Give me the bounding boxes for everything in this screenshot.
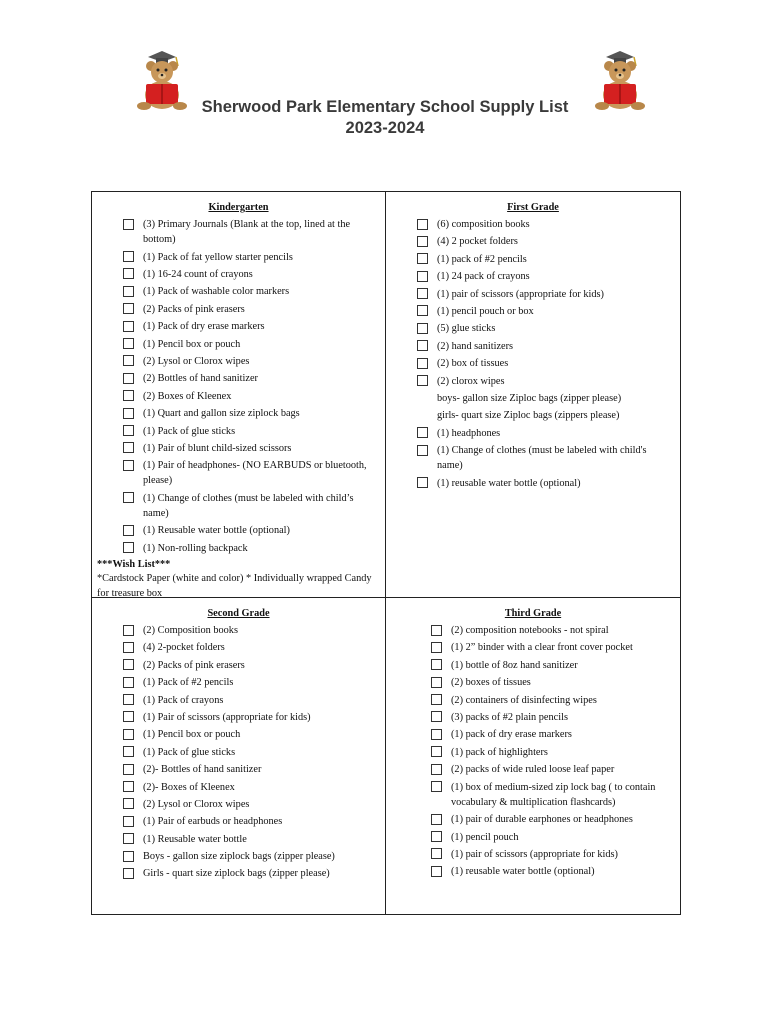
item-text: (2) Packs of pink erasers	[143, 659, 245, 671]
list-item	[417, 216, 672, 233]
item-text: (1) reusable water bottle (optional)	[437, 477, 581, 489]
item-text: (1) Pack of crayons	[143, 694, 224, 706]
checkbox[interactable]	[417, 445, 428, 456]
list-item	[417, 268, 672, 285]
item-text: (1) Reusable water bottle (optional)	[143, 525, 290, 537]
item-text: (1) Pencil box or pouch	[143, 729, 241, 741]
checkbox[interactable]	[123, 425, 134, 436]
checkbox[interactable]	[123, 408, 134, 419]
list-item	[123, 813, 377, 830]
list-item	[123, 249, 377, 266]
checkbox[interactable]	[431, 711, 442, 722]
item-text: (1) pencil pouch or box	[437, 305, 534, 317]
list-item	[123, 848, 377, 865]
item-text: Girls - quart size ziplock bags (zipper please)	[143, 868, 330, 880]
item-text: (2) box of tissues	[437, 358, 509, 370]
wish-list-text: *Cardstock Paper (white and color) * Individually wrapped Candy for treasure box	[97, 573, 372, 599]
checkbox[interactable]	[431, 746, 442, 757]
item-text: (1) Pack of fat yellow starter pencils	[143, 251, 293, 263]
checkbox[interactable]	[431, 642, 442, 653]
item-text: (1) pencil pouch	[451, 831, 519, 843]
list-item	[417, 407, 672, 424]
item-text: (2) containers of disinfecting wipes	[451, 694, 597, 706]
title-block	[150, 97, 620, 139]
checkbox[interactable]	[123, 542, 134, 553]
list-item	[123, 370, 377, 387]
item-text: (1) Pack of dry erase markers	[143, 321, 265, 333]
item-text: (1) pair of scissors (appropriate for kids)	[437, 288, 604, 300]
list-item	[431, 761, 672, 778]
third-grade-list	[386, 622, 680, 881]
checkbox[interactable]	[417, 288, 428, 299]
list-item	[123, 318, 377, 335]
checkbox[interactable]	[123, 851, 134, 862]
item-text: (2)- Boxes of Kleenex	[143, 781, 235, 793]
item-text: (2) Lysol or Clorox wipes	[143, 798, 250, 810]
checkbox[interactable]	[417, 253, 428, 264]
second-grade-section	[92, 598, 386, 914]
item-text: (1) headphones	[437, 427, 501, 439]
checkbox[interactable]	[123, 625, 134, 636]
item-text: (2) packs of wide ruled loose leaf paper	[451, 764, 615, 776]
third-grade-heading: Third Grade	[504, 608, 562, 619]
item-text: (5) glue sticks	[437, 323, 496, 335]
list-item	[417, 425, 672, 442]
list-item	[123, 674, 377, 691]
item-text: (1) 24 pack of crayons	[437, 271, 530, 283]
item-text: (1) pair of scissors (appropriate for kids)	[451, 848, 618, 860]
item-text: (2) composition notebooks - not spiral	[451, 625, 609, 636]
item-text: (2) hand sanitizers	[437, 340, 514, 352]
item-text: (4) 2-pocket folders	[143, 642, 225, 654]
item-text: (2) clorox wipes	[437, 375, 505, 387]
list-item	[123, 865, 377, 882]
item-text: (1) 2” binder with a clear front cover pocket	[451, 642, 633, 654]
checkbox[interactable]	[431, 659, 442, 670]
checkbox[interactable]	[123, 303, 134, 314]
checkbox[interactable]	[123, 286, 134, 297]
list-item	[431, 811, 672, 828]
list-item	[417, 233, 672, 250]
second-grade-list	[92, 622, 385, 883]
list-item	[123, 301, 377, 318]
list-item	[431, 744, 672, 761]
checkbox[interactable]	[123, 764, 134, 775]
list-item	[431, 674, 672, 691]
list-item	[123, 216, 377, 249]
wish-list	[92, 558, 385, 601]
list-item	[417, 355, 672, 372]
checkbox[interactable]	[417, 358, 428, 369]
list-item	[417, 251, 672, 268]
list-item	[417, 320, 672, 337]
checkbox[interactable]	[123, 711, 134, 722]
checkbox[interactable]	[123, 338, 134, 349]
list-item	[123, 709, 377, 726]
checkbox[interactable]	[417, 427, 428, 438]
second-grade-heading: Second Grade	[207, 608, 270, 619]
checkbox[interactable]	[431, 677, 442, 688]
checkbox[interactable]	[123, 442, 134, 453]
checkbox[interactable]	[417, 271, 428, 282]
item-text: (1) Quart and gallon size ziplock bags	[143, 408, 300, 420]
list-item	[123, 266, 377, 283]
checkbox[interactable]	[431, 866, 442, 877]
item-text: (1) Reusable water bottle	[143, 833, 247, 845]
item-text: (1) Pair of scissors (appropriate for kids)	[143, 711, 311, 723]
wish-list-title: ***Wish List***	[97, 559, 171, 571]
checkbox[interactable]	[417, 219, 428, 230]
list-item	[123, 336, 377, 353]
checkbox[interactable]	[431, 781, 442, 792]
kindergarten-heading: Kindergarten	[208, 202, 269, 213]
item-text: (1) Pair of earbuds or headphones	[143, 816, 283, 828]
list-item	[431, 622, 672, 639]
list-item	[431, 726, 672, 743]
list-item	[123, 622, 377, 639]
kindergarten-list	[92, 216, 385, 557]
item-text: (1) Pack of glue sticks	[143, 746, 236, 758]
list-item	[123, 657, 377, 674]
checkbox[interactable]	[123, 492, 134, 503]
checkbox[interactable]	[431, 764, 442, 775]
page-title: Sherwood Park Elementary School Supply List	[201, 98, 569, 116]
item-text: (1) Pair of blunt child-sized scissors	[143, 442, 292, 454]
item-text: (2) Boxes of Kleenex	[143, 390, 232, 402]
checkbox[interactable]	[417, 477, 428, 488]
item-text: (1) pair of durable earphones or headphones	[451, 814, 633, 826]
list-item	[123, 388, 377, 405]
supply-list-table	[91, 191, 681, 915]
checkbox[interactable]	[123, 642, 134, 653]
first-grade-list	[386, 216, 680, 492]
list-item	[123, 423, 377, 440]
list-item	[431, 692, 672, 709]
item-text: (1) pack of #2 pencils	[437, 253, 527, 265]
kindergarten-section	[92, 192, 386, 598]
checkbox[interactable]	[123, 373, 134, 384]
item-text: (2) Lysol or Clorox wipes	[143, 355, 250, 367]
item-text: (2) boxes of tissues	[451, 677, 531, 689]
item-text: (1) 16-24 count of crayons	[143, 268, 253, 280]
checkbox[interactable]	[123, 798, 134, 809]
third-grade-section	[386, 598, 680, 914]
checkbox[interactable]	[123, 746, 134, 757]
item-text: (3) packs of #2 plain pencils	[451, 711, 568, 723]
item-text: (4) 2 pocket folders	[437, 236, 518, 248]
list-item	[431, 863, 672, 880]
list-item	[417, 373, 672, 390]
item-text: (1) bottle of 8oz hand sanitizer	[451, 659, 578, 671]
checkbox[interactable]	[123, 729, 134, 740]
checkbox[interactable]	[431, 814, 442, 825]
list-item	[417, 442, 672, 475]
checkbox[interactable]	[417, 323, 428, 334]
list-item	[123, 692, 377, 709]
list-item	[123, 726, 377, 743]
list-item	[123, 440, 377, 457]
checkbox[interactable]	[123, 355, 134, 366]
list-item	[431, 829, 672, 846]
checkbox[interactable]	[431, 831, 442, 842]
checkbox[interactable]	[431, 694, 442, 705]
list-item	[123, 353, 377, 370]
list-item	[431, 779, 672, 812]
item-text: (1) Pair of headphones- (NO EARBUDS or bluetooth, please)	[143, 460, 367, 487]
list-item	[123, 457, 377, 490]
checkbox[interactable]	[123, 868, 134, 879]
list-item	[417, 475, 672, 492]
list-item	[417, 286, 672, 303]
list-item	[123, 796, 377, 813]
item-text: (1) Pencil box or pouch	[143, 338, 241, 350]
checkbox[interactable]	[417, 375, 428, 386]
checkbox[interactable]	[123, 460, 134, 471]
checkbox[interactable]	[431, 848, 442, 859]
checkbox[interactable]	[123, 677, 134, 688]
list-item	[123, 761, 377, 778]
checkbox[interactable]	[123, 321, 134, 332]
item-text: (1) Change of clothes (must be labeled with child’s name)	[143, 492, 354, 520]
item-text: (2) Bottles of hand sanitizer	[143, 373, 258, 385]
item-text: (2)- Bottles of hand sanitizer	[143, 764, 262, 776]
checkbox[interactable]	[123, 525, 134, 536]
list-item	[123, 744, 377, 761]
list-item	[123, 540, 377, 557]
item-text: boys- gallon size Ziploc bags (zipper please)	[437, 392, 622, 404]
first-grade-heading: First Grade	[507, 202, 559, 213]
item-text: (2) Composition books	[143, 625, 238, 636]
checkbox[interactable]	[123, 659, 134, 670]
checkbox[interactable]	[123, 833, 134, 844]
checkbox[interactable]	[123, 219, 134, 230]
list-item	[417, 390, 672, 407]
checkbox[interactable]	[123, 390, 134, 401]
item-text: (1) reusable water bottle (optional)	[451, 866, 595, 878]
list-item	[123, 405, 377, 422]
checkbox[interactable]	[123, 781, 134, 792]
list-item	[123, 831, 377, 848]
checkbox[interactable]	[123, 268, 134, 279]
checkbox[interactable]	[123, 816, 134, 827]
list-item	[123, 490, 377, 523]
item-text: (1) Non-rolling backpack	[143, 542, 248, 554]
list-item	[123, 779, 377, 796]
list-item	[431, 709, 672, 726]
list-item	[123, 639, 377, 656]
list-item	[417, 303, 672, 320]
item-text: (1) pack of dry erase markers	[451, 729, 572, 741]
item-text: (1) Pack of washable color markers	[143, 286, 290, 298]
checkbox[interactable]	[123, 251, 134, 262]
item-text: (1) Pack of glue sticks	[143, 425, 236, 437]
school-year: 2023-2024	[345, 119, 425, 137]
item-text: (3) Primary Journals (Blank at the top, lined at the bottom)	[143, 219, 351, 246]
item-text: girls- quart size Ziploc bags (zippers please)	[437, 410, 620, 422]
checkbox[interactable]	[417, 340, 428, 351]
checkbox[interactable]	[123, 694, 134, 705]
item-text: (1) box of medium-sized zip lock bag ( to contain vocabulary & multiplication flashcards)	[451, 781, 656, 808]
item-text: (2) Packs of pink erasers	[143, 303, 245, 315]
checkbox[interactable]	[417, 305, 428, 316]
list-item	[431, 846, 672, 863]
item-text: Boys - gallon size ziplock bags (zipper please)	[143, 851, 335, 863]
checkbox[interactable]	[417, 236, 428, 247]
item-text: (1) Pack of #2 pencils	[143, 677, 234, 689]
list-item	[431, 639, 672, 656]
checkbox[interactable]	[431, 625, 442, 636]
item-text: (6) composition books	[437, 219, 530, 230]
item-text: (1) pack of highlighters	[451, 746, 548, 758]
list-item	[431, 657, 672, 674]
first-grade-section	[386, 192, 680, 598]
list-item	[123, 522, 377, 539]
list-item	[123, 283, 377, 300]
checkbox[interactable]	[431, 729, 442, 740]
item-text: (1) Change of clothes (must be labeled with child's name)	[437, 445, 647, 472]
list-item	[417, 338, 672, 355]
